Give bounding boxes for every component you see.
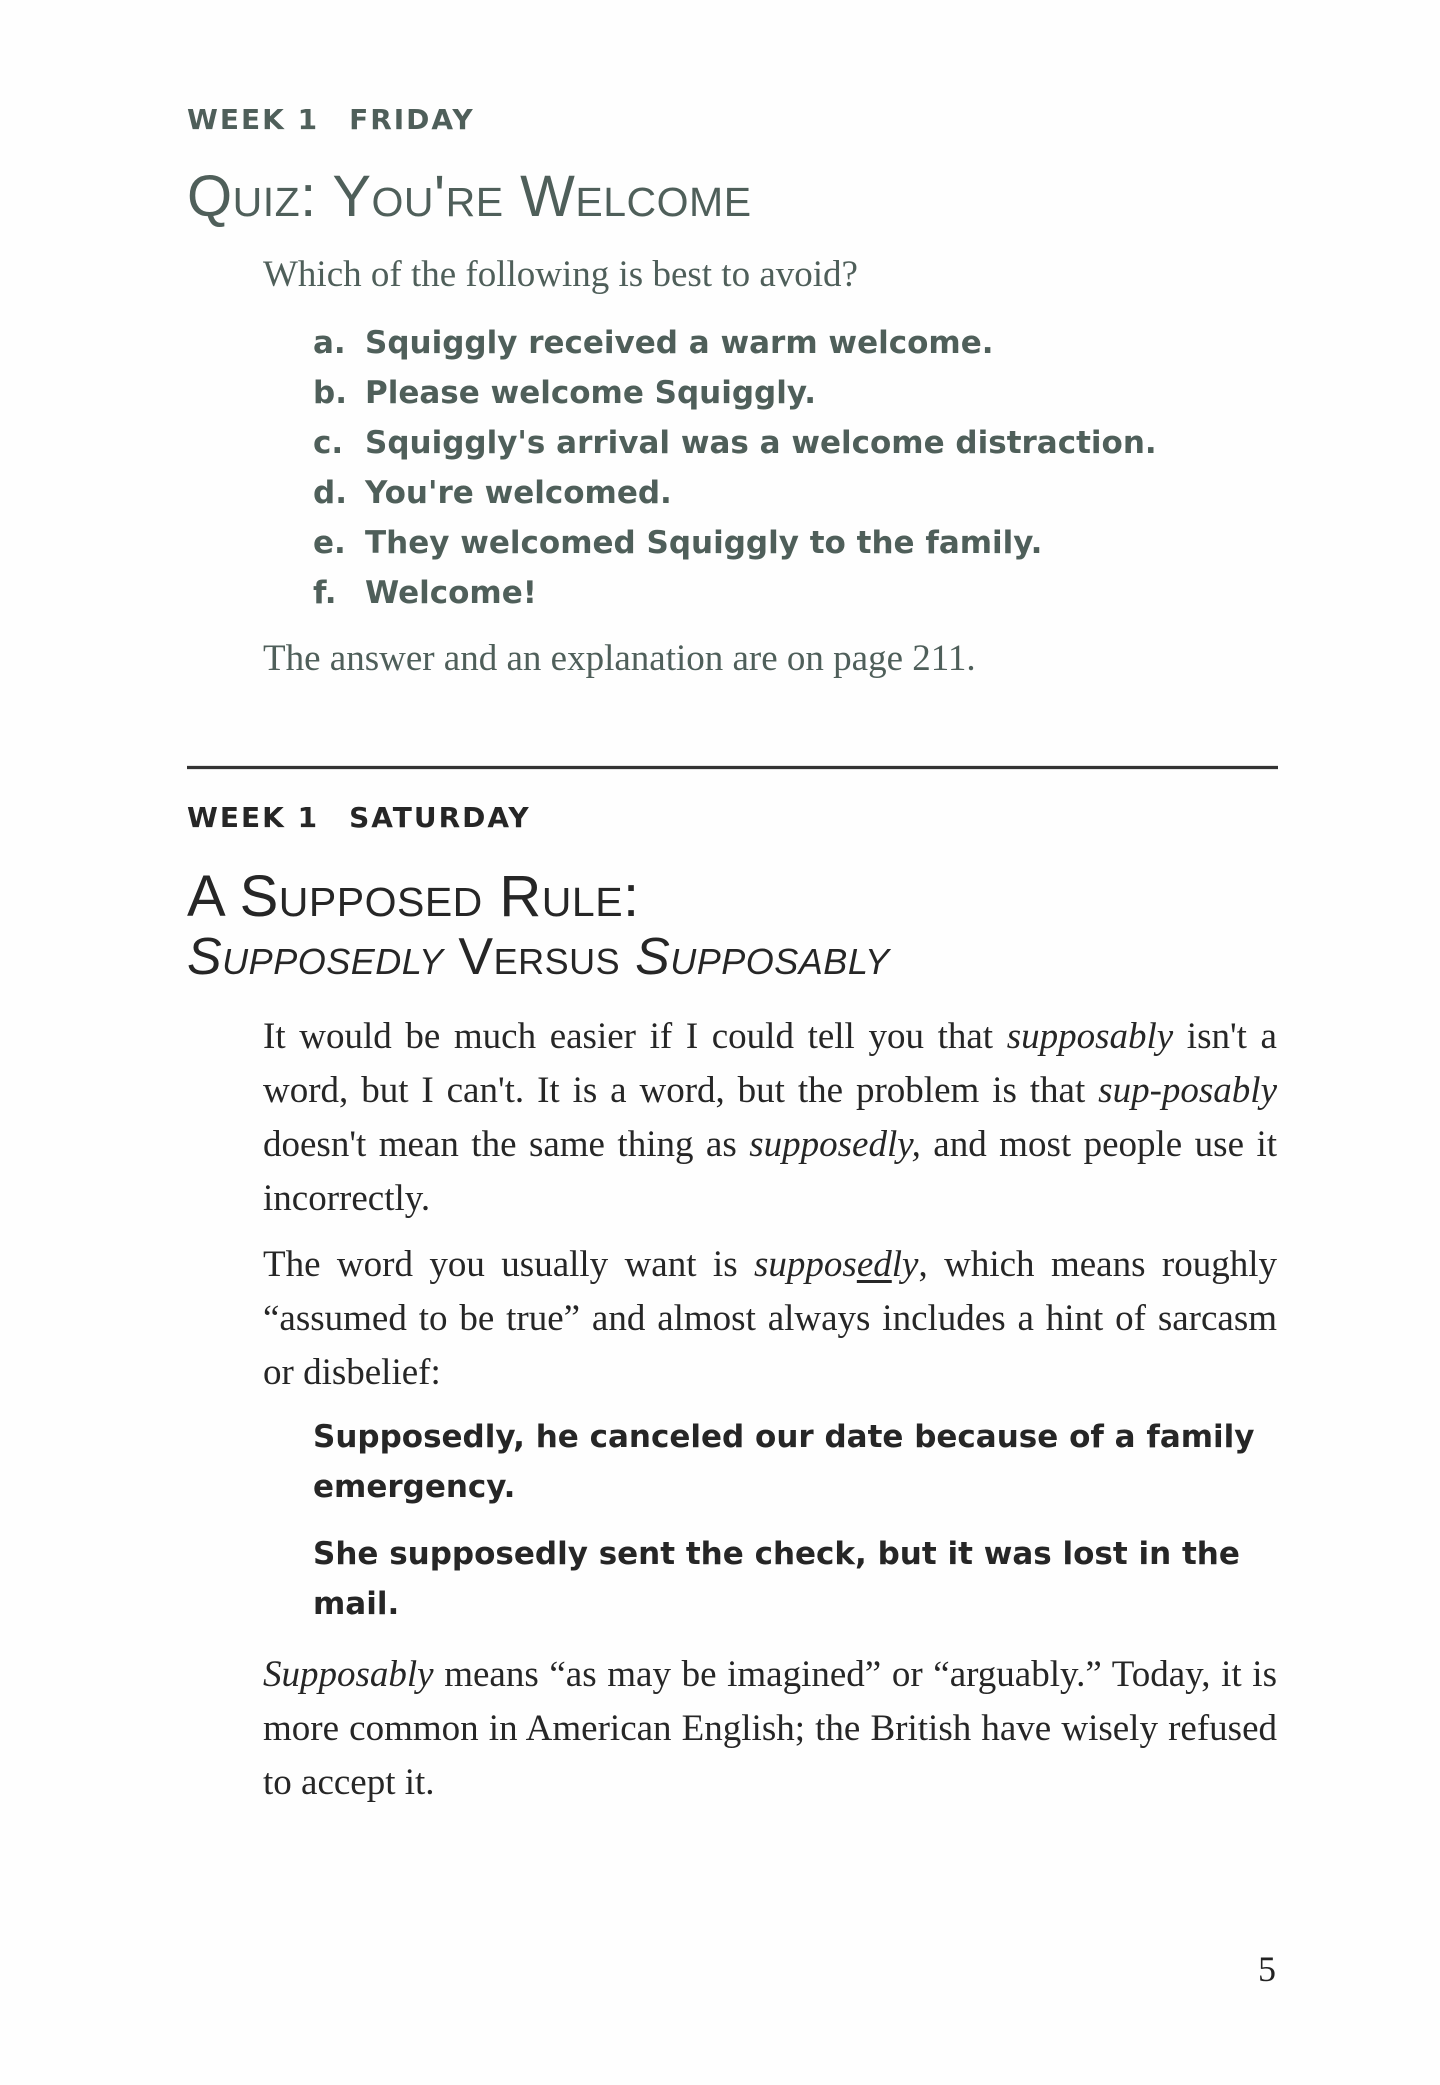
text-run: means “as may be imagined” or “arguably.” Today, it is more common in American English; the British have wisely refused to accept it. — [263, 1654, 1277, 1803]
option-letter: b. — [313, 375, 347, 411]
option-text: Squiggly's arrival was a welcome distraction. — [365, 425, 1157, 461]
paragraph-1 — [263, 1010, 1277, 1226]
quiz-option-d — [313, 468, 1157, 518]
paragraph-2 — [263, 1238, 1277, 1400]
title-word-supposedly: Supposedly — [187, 928, 444, 986]
option-text: Please welcome Squiggly. — [365, 375, 816, 411]
italic-term: sup-posably — [1098, 1070, 1277, 1111]
section-title-line2 — [187, 928, 890, 986]
quiz-option-a — [313, 318, 1157, 368]
section-label — [187, 801, 531, 834]
section-divider — [187, 765, 1278, 770]
title-word-versus: Versus — [443, 928, 636, 986]
text-run: isn't a word, but I can't. It is a word, but the problem is that — [263, 1016, 1277, 1111]
quiz-title: Quiz: You're Welcome — [187, 164, 752, 229]
answer-note: The answer and an explanation are on page 211. — [263, 638, 976, 679]
option-letter: f. — [313, 575, 337, 611]
quiz-option-e — [313, 518, 1157, 568]
text-run: It would be much easier if I could tell you that — [263, 1016, 1007, 1057]
quiz-options — [313, 318, 1157, 618]
quiz-option-c — [313, 418, 1157, 468]
quiz-option-b — [313, 368, 1157, 418]
section-label — [187, 103, 475, 136]
page-number: 5 — [1258, 1949, 1276, 1989]
option-text: You're welcomed. — [365, 475, 672, 511]
option-letter: d. — [313, 475, 347, 511]
day-label: SATURDAY — [349, 801, 531, 834]
example-sentence: She supposedly sent the check, but it was lost in the mail. — [313, 1536, 1240, 1622]
underlined-ed: ed — [856, 1244, 892, 1285]
italic-term: supposably — [1006, 1016, 1174, 1057]
italic-term: supposedly, — [749, 1124, 921, 1165]
text-run: , which means roughly “assumed to be true” and almost always includes a hint of sarcasm or disbelief: — [263, 1244, 1278, 1393]
title-word-supposably: Supposably — [635, 928, 890, 986]
option-text: Squiggly received a warm welcome. — [365, 325, 994, 361]
option-letter: a. — [313, 325, 346, 361]
day-label: FRIDAY — [349, 103, 475, 136]
italic-term: Supposably — [263, 1654, 434, 1695]
quiz-question: Which of the following is best to avoid? — [263, 254, 858, 295]
option-text: Welcome! — [365, 575, 537, 611]
example-sentences — [313, 1412, 1273, 1646]
quiz-option-f — [313, 568, 1157, 618]
text-run: The word you usually want is — [263, 1244, 755, 1285]
text-run: ly — [891, 1244, 919, 1285]
week-label: WEEK 1 — [187, 103, 320, 136]
option-text: They welcomed Squiggly to the family. — [365, 525, 1043, 561]
text-run: suppos — [754, 1244, 857, 1285]
option-letter: c. — [313, 425, 344, 461]
option-letter: e. — [313, 525, 346, 561]
italic-term-supposedly — [754, 1244, 918, 1285]
paragraph-3 — [263, 1648, 1277, 1810]
text-run: and most people use it incorrectly. — [263, 1124, 1278, 1219]
section-title-line1: A Supposed Rule: — [187, 864, 640, 929]
example-sentence: Supposedly, he canceled our date because of a family emergency. — [313, 1419, 1255, 1505]
week-label: WEEK 1 — [187, 801, 320, 834]
text-run: doesn't mean the same thing as — [263, 1124, 750, 1165]
